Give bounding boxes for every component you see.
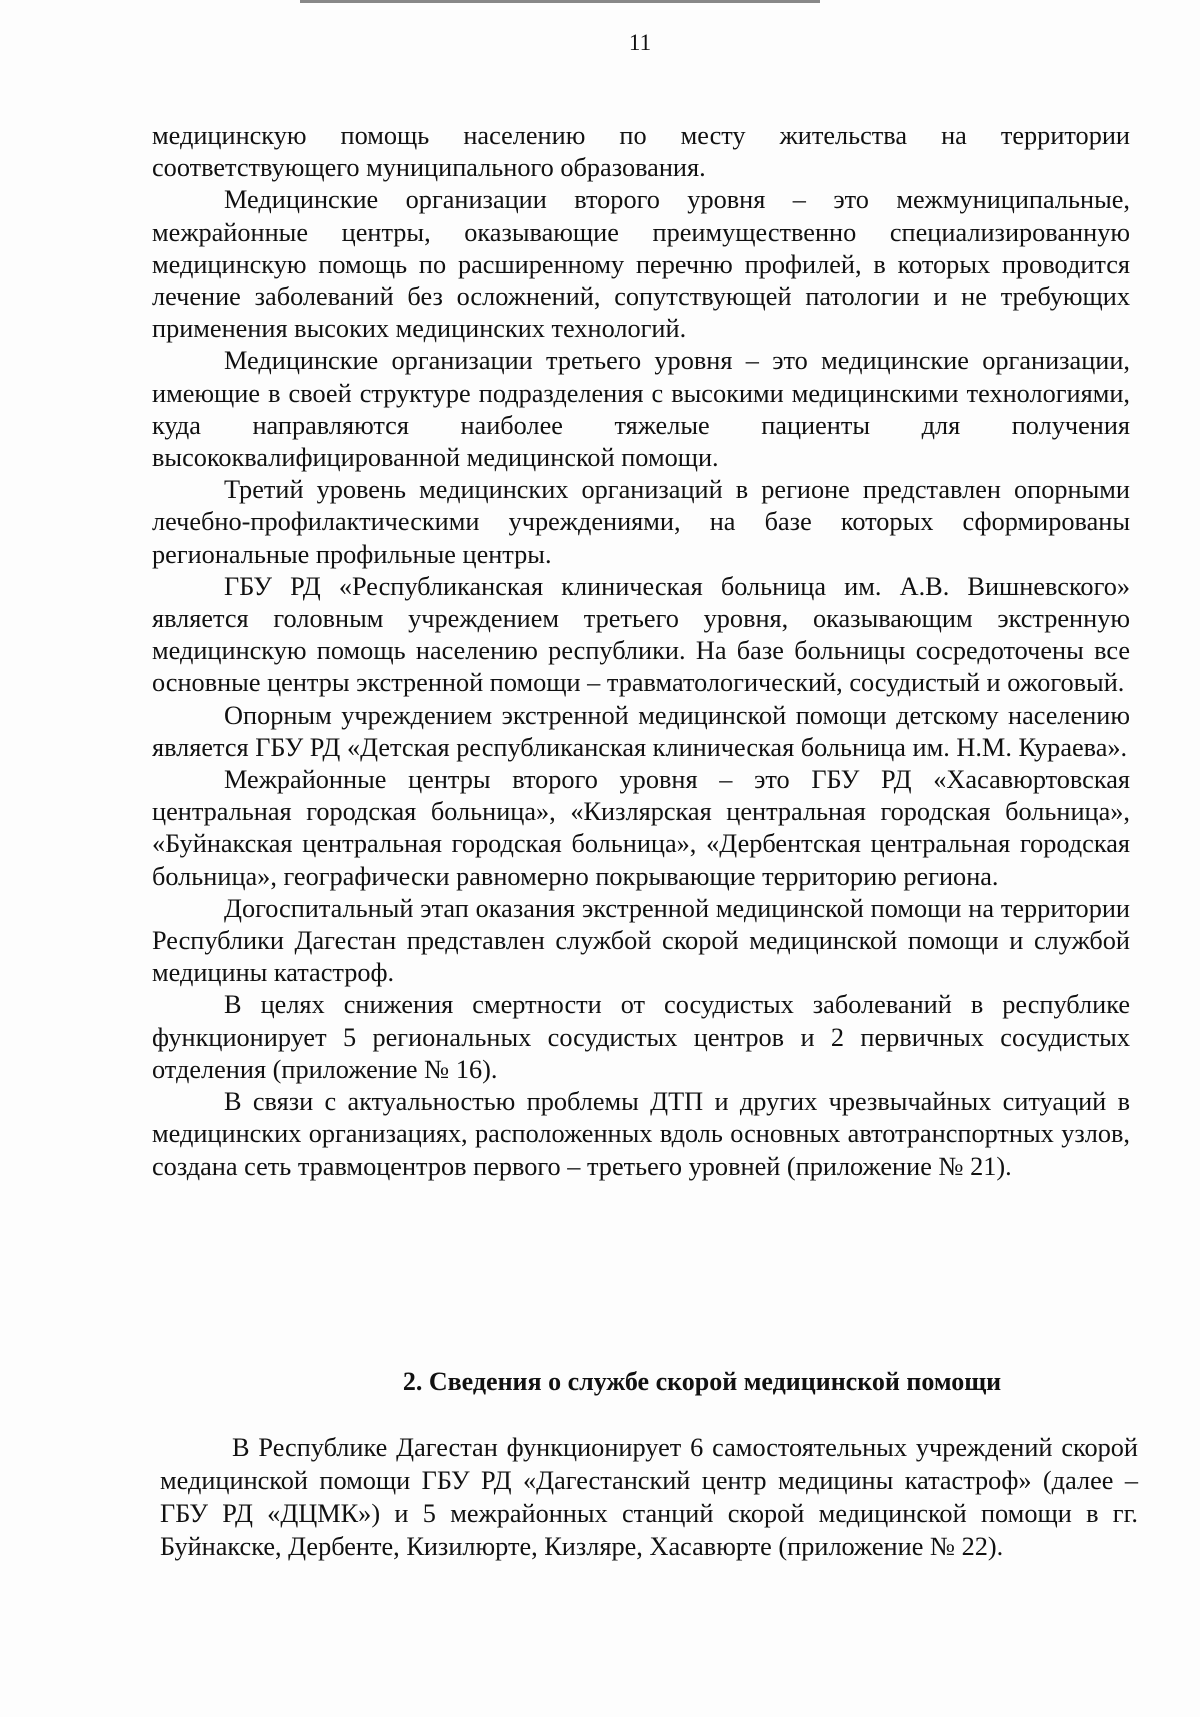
paragraph: ГБУ РД «Республиканская клиническая больница им. А.В. Вишневского» является головным учреждением третьего уровня, оказывающим экстренную медицинскую помощь населению республики. На базе больницы сосредоточены все основные центры экстренной помощи – травматологический, сосудистый и ожоговый. (152, 571, 1130, 698)
paragraph: В связи с актуальностью проблемы ДТП и других чрезвычайных ситуаций в медицинских организациях, расположенных вдоль основных автотранспортных узлов, создана сеть травмоцентров первого – третьего уровней (приложение № 21). (152, 1087, 1130, 1181)
paragraph: В Республике Дагестан функционирует 6 самостоятельных учреждений скорой медицинской помощи ГБУ РД «Дагестанский центр медицины катастроф» (далее – ГБУ РД «ДЦМК») и 5 межрайонных станций скорой медицинской помощи в гг. Буйнакске, Дербенте, Кизилюрте, Кизляре, Хасавюрте (приложение № 22). (160, 1433, 1138, 1561)
paragraph: В целях снижения смертности от сосудистых заболеваний в республике функционирует 5 региональных сосудистых центров и 2 первичных сосудистых отделения (приложение № 16). (152, 990, 1130, 1084)
paragraph: Догоспитальный этап оказания экстренной медицинской помощи на территории Республики Дагестан представлен службой скорой медицинской помощи и службой медицины катастроф. (152, 893, 1130, 988)
paragraph: медицинскую помощь населению по месту жительства на территории соответствующего муниципального образования. (152, 121, 1130, 183)
body-text (152, 120, 1130, 1183)
section-heading: 2. Сведения о службе скорой медицинской помощи (402, 1367, 1002, 1396)
paragraph: Третий уровень медицинских организаций в регионе представлен опорными лечебно-профилактическими учреждениями, на базе которых сформированы региональные профильные центры. (152, 475, 1130, 569)
paragraph: Медицинские организации второго уровня – это межмуниципальные, межрайонные центры, оказывающие преимущественно специализированную медицинскую помощь по расширенному перечню профилей, в которых проводится лечение заболеваний без осложнений, сопутствующей патологии и не требующих применения высоких медицинских технологий. (152, 185, 1130, 344)
paragraph: Опорным учреждением экстренной медицинской помощи детскому населению является ГБУ РД «Детская республиканская клиническая больница им. Н.М. Кураева». (152, 700, 1130, 762)
paragraph: Межрайонные центры второго уровня – это ГБУ РД «Хасавюртовская центральная городская больница», «Кизлярская центральная городская больница», «Буйнакская центральная городская больница», «Дербентская центральная городская больница», географически равномерно покрывающие территорию региона. (152, 765, 1130, 891)
page-number: 11 (628, 30, 652, 55)
paragraph: Медицинские организации третьего уровня – это медицинские организации, имеющие в своей структуре подразделения с высокими медицинскими технологиями, куда направляются наиболее тяжелые пациенты для получения высококвалифицированной медицинской помощи. (152, 346, 1130, 473)
scan-edge-line (300, 0, 820, 3)
section-body-text (160, 1431, 1138, 1563)
